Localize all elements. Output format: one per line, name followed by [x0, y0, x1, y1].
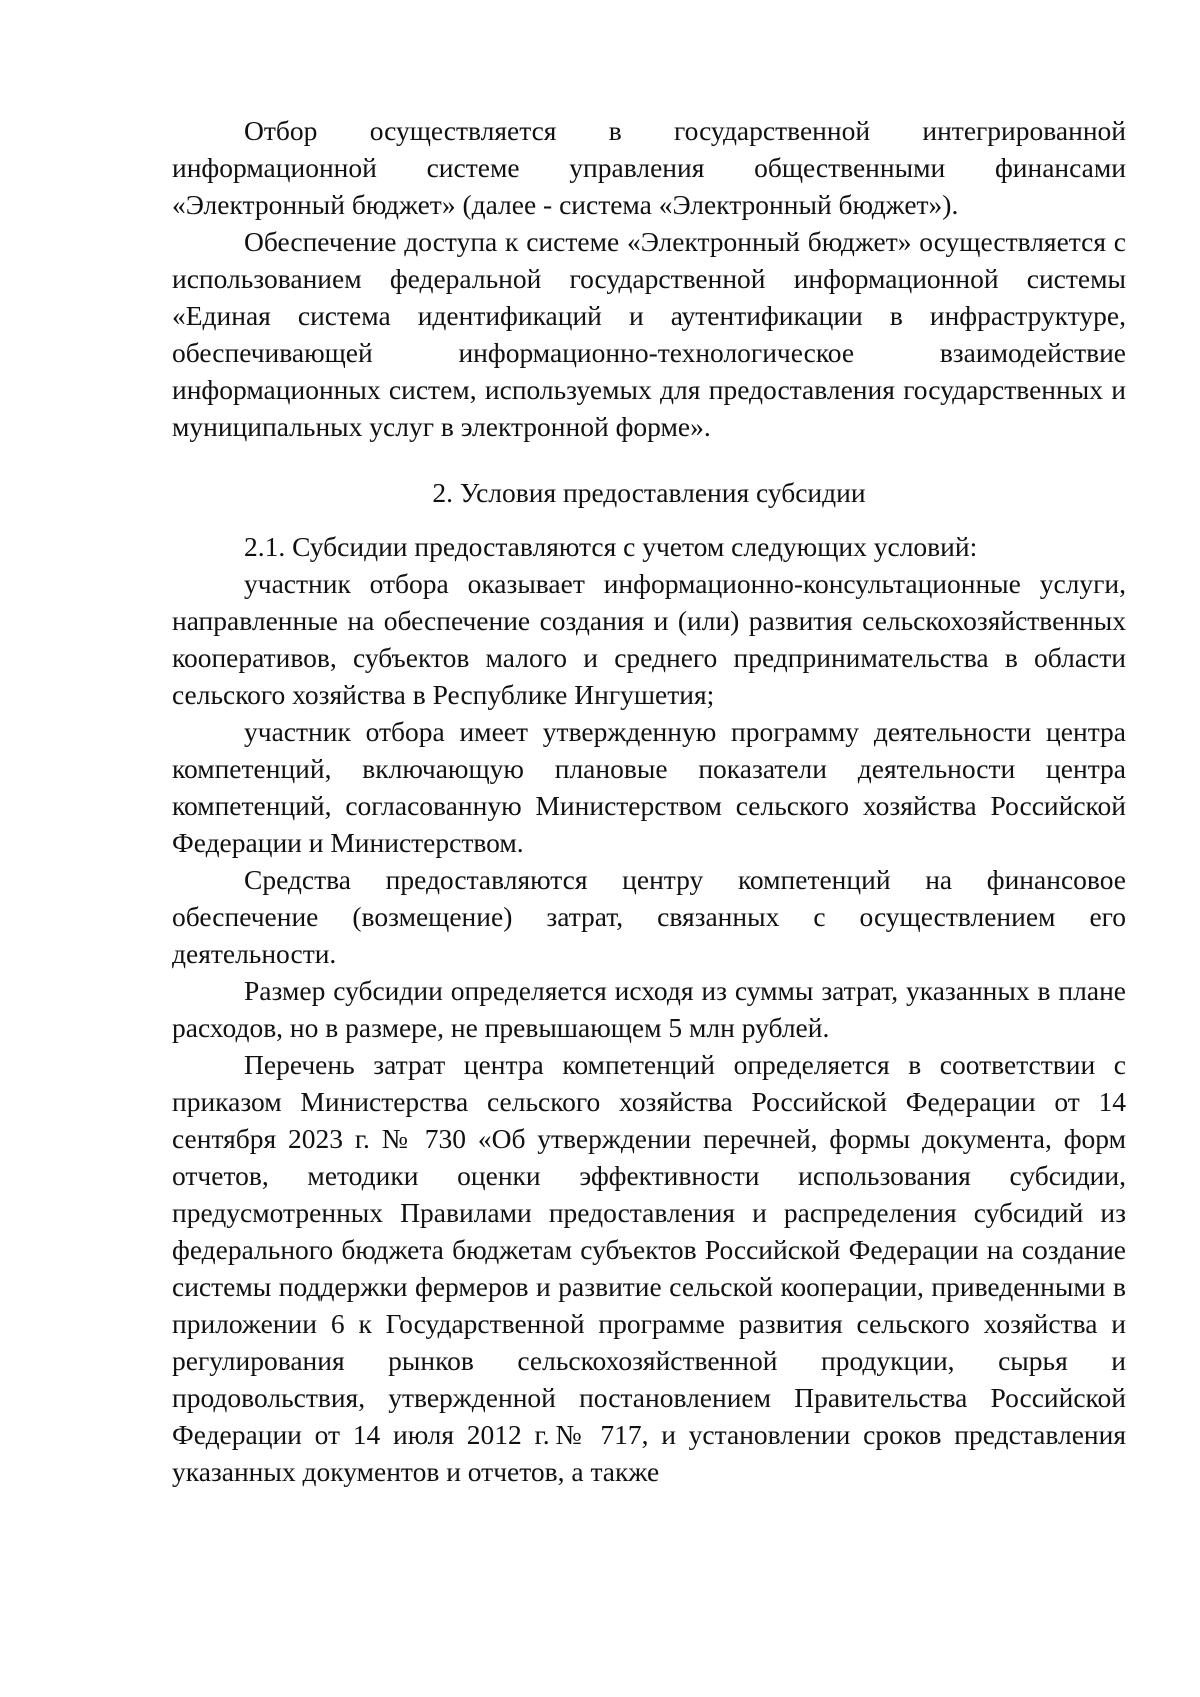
section-heading-subsidy-conditions: 2. Условия предоставления субсидии [432, 477, 866, 508]
document-page [172, 112, 1126, 1490]
paragraph-funds-purpose: Средства предоставляются центру компетенций на финансовое обеспечение (возмещение) затрат, связанных с осуществлением его деятельности. [172, 864, 1126, 969]
paragraph-conditions-intro: 2.1. Субсидии предоставляются с учетом следующих условий: [244, 531, 978, 562]
paragraph-condition-program: участник отбора имеет утвержденную программу деятельности центра компетенций, включающую плановые показатели деятельности центра компетенций, согласованную Министерством сельского хозяйства Российской Федерации и Министерством. [172, 716, 1126, 858]
paragraph-cost-list: Перечень затрат центра компетенций определяется в соответствии с приказом Министерства сельского хозяйства Российской Федерации от 14 сентября 2023 г. № 730 «Об утверждении перечней, формы документа, форм отчетов, методики оценки эффективности использования субсидии, предусмотренных Правилами предоставления и распределения субсидий из федерального бюджета бюджетам субъектов Российской Федерации на создание системы поддержки фермеров и развитие сельской кооперации, приведенными в приложении 6 к Государственной программе развития сельского хозяйства и регулирования рынков сельскохозяйственной продукции, сырья и продовольствия, утвержденной постановлением Правительства Российской Федерации от 14 июля 2012 г.№ 717, и установлении сроков представления указанных документов и отчетов, а также [172, 1049, 1126, 1487]
paragraph-subsidy-amount: Размер субсидии определяется исходя из суммы затрат, указанных в плане расходов, но в размере, не превышающем 5 млн рублей. [172, 975, 1126, 1043]
paragraph-condition-consulting-services: участник отбора оказывает информационно-консультационные услуги, направленные на обеспечение создания и (или) развития сельскохозяйственных кооперативов, субъектов малого и среднего предпринимательства в области сельского хозяйства в Республике Ингушетия; [172, 568, 1126, 710]
paragraph-selection-system: Отбор осуществляется в государственной интегрированной информационной системе управления общественными финансами «Электронный бюджет» (далее - система «Электронный бюджет»). [172, 115, 1126, 220]
paragraph-system-access: Обеспечение доступа к системе «Электронный бюджет» осуществляется с использованием федеральной государственной информационной системы «Единая система идентификаций и аутентификации в инфраструктуре, обеспечивающей информационно-технологическое взаимодействие информационных систем, используемых для предоставления государственных и муниципальных услуг в электронной форме». [172, 226, 1126, 442]
